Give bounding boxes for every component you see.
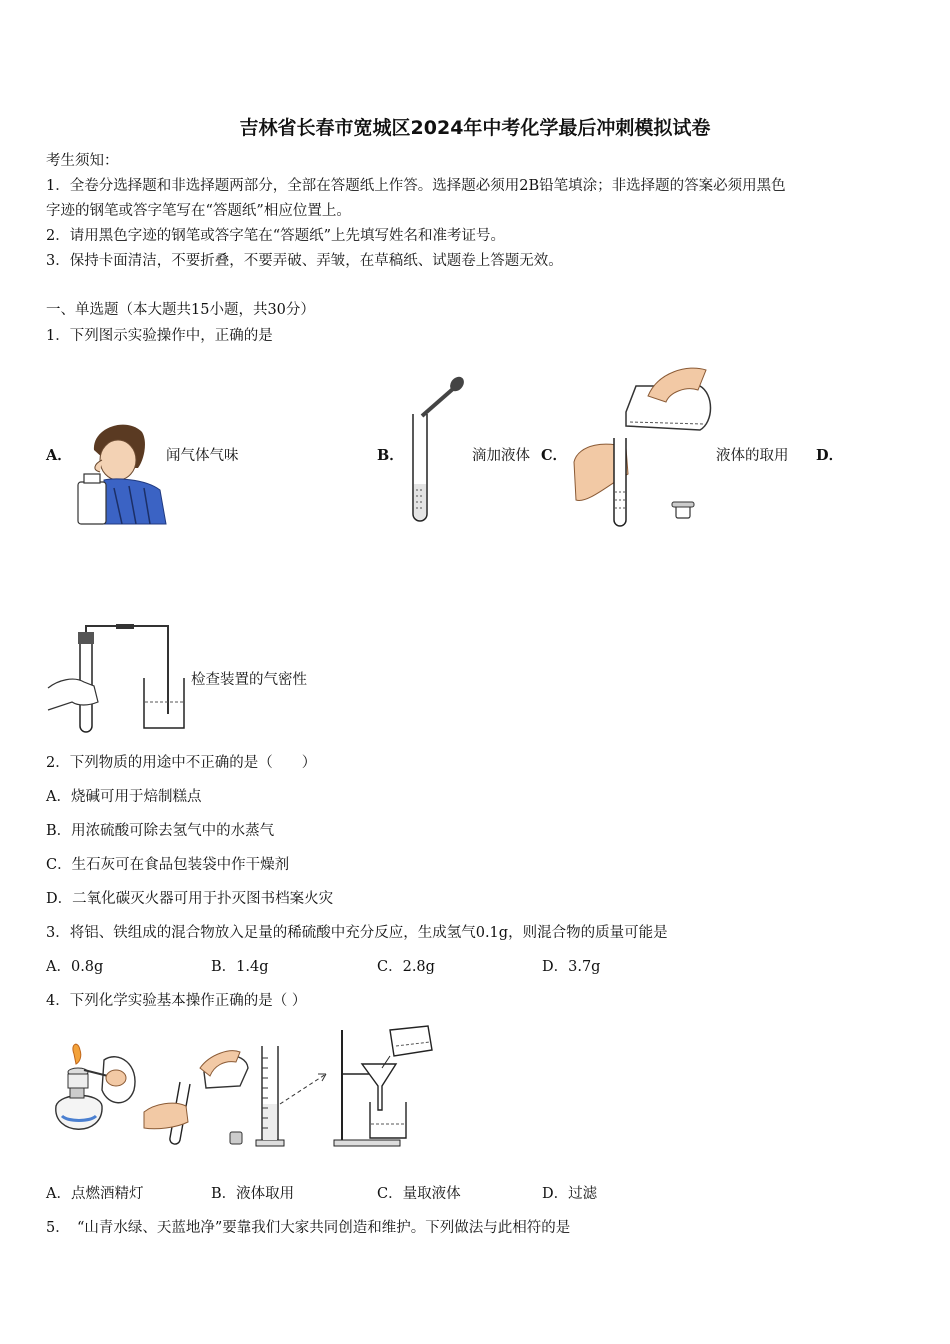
measuring-cylinder-illustration bbox=[252, 1044, 332, 1148]
q1-option-b-letter: B． bbox=[377, 447, 404, 464]
section-heading: 一、单选题（本大题共15小题，共30分） bbox=[46, 302, 315, 318]
q4-stem: 4．下列化学实验基本操作正确的是（ ） bbox=[46, 993, 307, 1009]
q5-stem: 5． “山青水绿、天蓝地净”要靠我们大家共同创造和维护。下列做法与此相符的是 bbox=[46, 1220, 571, 1236]
q3-option-a: A．0.8g bbox=[46, 959, 104, 975]
q1-option-a-caption: 闻气体气味 bbox=[166, 448, 239, 464]
q3-option-c: C．2.8g bbox=[377, 959, 435, 975]
q2-option-a: A．烧碱可用于焙制糕点 bbox=[46, 789, 202, 805]
airtightness-check-illustration bbox=[44, 624, 194, 734]
dropper-illustration bbox=[408, 376, 468, 521]
pouring-liquid-illustration bbox=[568, 364, 716, 528]
q3-option-b: B．1.4g bbox=[211, 959, 269, 975]
notice-item-2: 2．请用黑色字迹的钢笔或答字笔在“答题纸”上先填写姓名和准考证号。 bbox=[46, 228, 506, 244]
q2-option-b: B．用浓硫酸可除去氢气中的水蒸气 bbox=[46, 823, 275, 839]
notice-heading: 考生须知： bbox=[46, 153, 119, 169]
q4-option-d: D．过滤 bbox=[542, 1186, 598, 1202]
q4-option-b: B．液体取用 bbox=[211, 1186, 295, 1202]
alcohol-lamp-illustration bbox=[44, 1040, 144, 1150]
q4-option-a: A．点燃酒精灯 bbox=[46, 1186, 144, 1202]
q1-option-d-caption: 检查装置的气密性 bbox=[191, 672, 307, 688]
q1-option-c-caption: 液体的取用 bbox=[716, 448, 789, 464]
q1-stem: 1．下列图示实验操作中，正确的是 bbox=[46, 328, 273, 344]
q2-stem: 2．下列物质的用途中不正确的是（ ） bbox=[46, 755, 317, 771]
page-title: 吉林省长春市宽城区2024年中考化学最后冲刺模拟试卷 bbox=[239, 117, 711, 139]
notice-item-3: 3．保持卡面清洁，不要折叠，不要弄破、弄皱，在草稿纸、试题卷上答题无效。 bbox=[46, 253, 563, 269]
q3-option-d: D．3.7g bbox=[542, 959, 601, 975]
liquid-transfer-illustration bbox=[140, 1048, 252, 1148]
q1-option-a-letter: A． bbox=[46, 447, 72, 464]
q3-stem: 3．将铝、铁组成的混合物放入足量的稀硫酸中充分反应，生成氢气0.1g，则混合物的质量可能是 bbox=[46, 925, 668, 941]
q1-option-b-caption: 滴加液体 bbox=[472, 448, 530, 464]
smelling-gas-illustration bbox=[74, 420, 166, 525]
q1-option-c-letter: C． bbox=[541, 447, 568, 464]
q4-option-c: C．量取液体 bbox=[377, 1186, 461, 1202]
q2-option-d: D．二氧化碳灭火器可用于扑灭图书档案火灾 bbox=[46, 891, 334, 907]
q2-option-c: C．生石灰可在食品包装袋中作干燥剂 bbox=[46, 857, 290, 873]
q1-option-d-letter: D． bbox=[816, 447, 844, 464]
notice-item-1-line-2: 字迹的钢笔或答字笔写在“答题纸”相应位置上。 bbox=[46, 203, 351, 219]
notice-item-1-line-1: 1．全卷分选择题和非选择题两部分，全部在答题纸上作答。选择题必须用2B铅笔填涂；非选择题的答案必须用黑色 bbox=[46, 178, 786, 194]
filtration-illustration bbox=[332, 1024, 438, 1148]
